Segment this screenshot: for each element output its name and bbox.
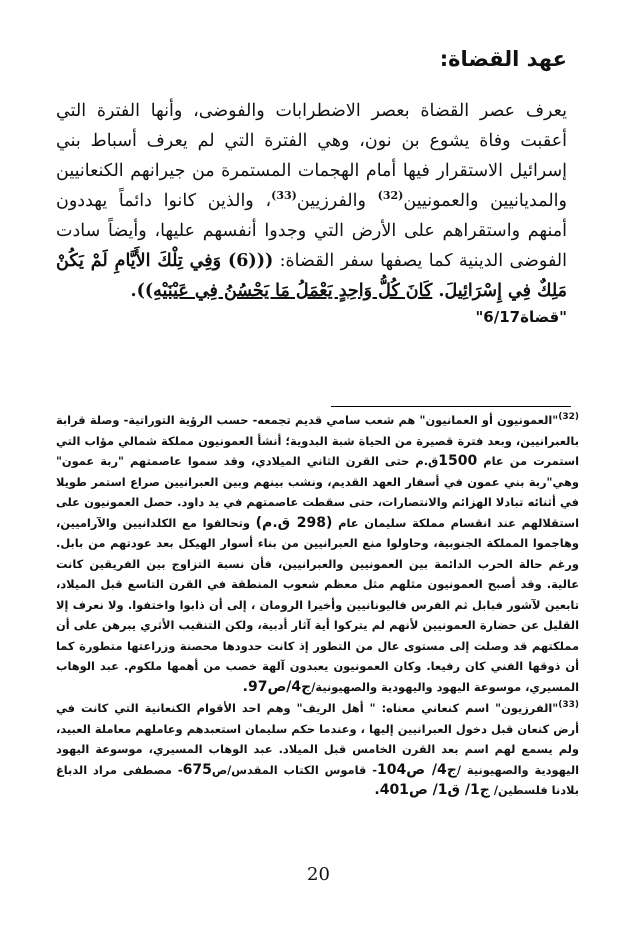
page-number: 20 <box>307 864 330 885</box>
footnote-year: 1500 <box>438 453 478 469</box>
footnote-text: - قاموس الكتاب المقدس/ص <box>211 762 377 777</box>
scripture-quote-part1: (((6) وَفِي تِلْكَ الأَيَّامِ لَمْ يَكُنْ مَلِكٌ فِي إِسْرَائِيلَ. <box>56 251 567 301</box>
footnote-citation: 675 <box>182 761 212 778</box>
footnote-year: (298 ق.م) <box>255 514 333 531</box>
footnote-citation: ج4/ ص104 <box>376 761 457 778</box>
footnote-ref-32[interactable]: (32) <box>377 189 404 203</box>
main-paragraph <box>56 96 567 306</box>
footnote-text: "العمونيون أو العمانيون" هم شعب سامي قديم تجمعه- حسب الرؤية التوراتية- وصلة قرابة بالعبرانيين، وبعد فترة قصيرة من الحياة شبة البدوية؛ أنشأ العمونيون مملكة شمالي مؤاب التي استمرت من عام <box>56 413 579 468</box>
section-heading: عهد القضاة: <box>439 47 567 71</box>
footnote-citation: ج1/ ق1/ ص401. <box>374 782 490 798</box>
footnote-32 <box>56 410 579 697</box>
footnote-text: - مصطفى مراد الدباغ بلادنا فلسطين/ <box>56 762 579 797</box>
footnote-separator <box>331 406 571 407</box>
footnote-number: (33) <box>558 700 579 711</box>
paragraph-text-2: والفرزيين <box>296 191 378 211</box>
footnote-text: "الفرزيون" اسم كنعاني معناه: " أهل الريف" وهم احد الأقوام الكنعانية التي كانت في أرض كنعان قبل دخول العبرانيين إليها ، وعندما حكم سليمان استعبدهم وعاملهم معاملة العبيد، ولم يسمع لهم اسم بعد القرن الخامس قبل الميلاد. عبد الوهاب المسيري، موسوعة اليهود اليهودية والصهيونية / <box>56 701 580 777</box>
footnote-33 <box>56 698 579 801</box>
footnote-citation: ج4/ص97. <box>242 678 312 695</box>
footnote-text: وتحالفوا مع الكلدانيين والآراميين، وهاجموا المملكة الجنوبية، وحاولوا منع العبرانيين من بناء أسوار الهيكل بعد عودتهم من بابل. ورغم حالة الحرب الدائمة بين العمونيين والعبرانيين، فأن نسبة التزاوج بين الفريقين كانت عالية. وقد أصبح العمونيون مثلهم مثل معظم شعوب المنطقة في القرن التاسع قبل الميلاد، تابعين لآشور فبابل ثم الفرس فاليونانيين وأخيرا الرومان ، إلى أن ذابوا واختفوا. ولا نعرف إلا القليل عن حضارة العمونيين لأنهم لم يتركوا أية آثار أدبية، ولكن التنقيب الأثري يبرهن على أن مملكتهم قد وصلت إلى مستوى عال من التطور إذ كانت حدودها محصنة وزراعتها متطورة كما أن ذوقها الفني كان رفيعا. وكان العمونيون يعبدون آلهة خصب من أهمها ملكوم. عبد الوهاب المسيري، موسوعة اليهود واليهودية والصهيونية/ <box>56 515 579 694</box>
footnote-text: ق.م حتى القرن الثاني الميلادي، وقد سموا عاصمتهم "ربة عمون" وهي"ربة بني عمون في أسفار العهد القديم، ونشب بينهم وبين العبرانيين صراع استمر طويلا في أثنائه تبادلا الهزائم والانتصارات، حتى سقطت عاصمتهم في يد داود. حصل العمونيون على استقلالهم عند انقسام مملكة سليمان عام <box>56 454 579 530</box>
scripture-quote-close: )). <box>130 281 154 301</box>
footnote-ref-33[interactable]: (33) <box>271 189 297 203</box>
paragraph-text-1: يعرف عصر القضاة بعصر الاضطرابات والفوضى، وأنها الفترة التي أعقبت وفاة يشوع بن نون، وهي الفترة التي لم يعرف أسباط بني إسرائيل الاستقرار فيها أمام الهجمات المستمرة من جيرانهم الكنعانيين والمديانيين والعمونيين <box>56 101 567 211</box>
scripture-quote-part2: كَانَ كُلُّ وَاحِدٍ يَعْمَلُ مَا يَحْسُنُ فِي عَيْنَيْهِ <box>153 281 433 301</box>
footnote-number: (32) <box>558 412 579 423</box>
scripture-source-ref: "قضاة6/17" <box>475 308 567 326</box>
paragraph-text-3: ، والذين كانوا دائماً يهددون أمنهم واستقراهم على الأرض التي وجدوا أنفسهم عليها، وأيضاً سادت الفوضى الدينية كما يصفها سفر القضاة: <box>56 191 567 271</box>
